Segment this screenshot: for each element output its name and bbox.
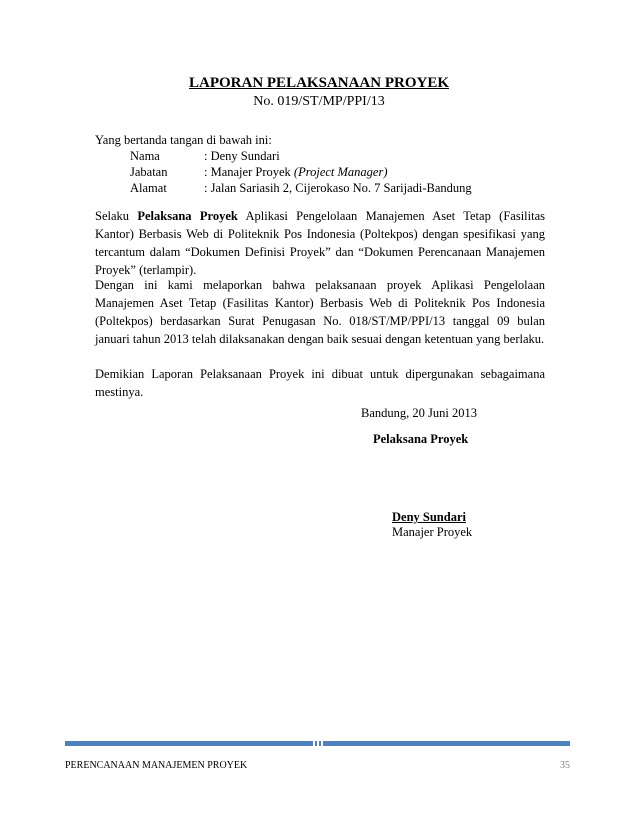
signer-name: Deny Sundari — [392, 510, 466, 524]
field-label-alamat: Alamat — [130, 181, 167, 195]
field-label-nama: Nama — [130, 149, 160, 163]
field-value-alamat: : Jalan Sariasih 2, Cijerokaso No. 7 Sarijadi-Bandung — [204, 181, 472, 195]
pelaksana-proyek-bold: Pelaksana Proyek — [137, 209, 238, 223]
paragraph-selaku: Selaku Pelaksana Proyek Aplikasi Pengelolaan Manajemen Aset Tetap (Fasilitas Kantor) Berbasis Web di Politeknik Pos Indonesia (Poltekpos) dengan spesifikasi yang tercantum dalam “Dokumen Definisi Proyek” dan “Dokumen Perencanaan Manajemen Proyek” (terlampir). — [95, 209, 545, 277]
paragraph-laporan: Dengan ini kami melaporkan bahwa pelaksanaan proyek Aplikasi Pengelolaan Manajemen Aset Tetap (Fasilitas Kantor) Berbasis Web di Politeknik Pos Indonesia (Poltekpos) berdasarkan Surat Penugasan No. 018/ST/MP/PPI/13 tanggal 09 bulan januari tahun 2013 telah dilaksanakan dengan baik sesuai dengan ketentuan yang berlaku. — [95, 278, 545, 346]
footer-divider-mark — [311, 741, 325, 746]
field-label-jabatan: Jabatan — [130, 165, 168, 179]
intro-text: Yang bertanda tangan di bawah ini: — [95, 133, 272, 147]
document-number: No. 019/ST/MP/PPI/13 — [253, 94, 385, 109]
paragraph-demikian: Demikian Laporan Pelaksanaan Proyek ini dibuat untuk dipergunakan sebagaimana mestinya. — [95, 367, 545, 399]
signer-title: Manajer Proyek — [392, 525, 473, 539]
field-value-jabatan: : Manajer Proyek (Project Manager) — [204, 165, 388, 179]
field-value-nama: : Deny Sundari — [204, 149, 280, 163]
page-number: 35 — [560, 760, 570, 771]
field-value-jabatan-english: (Project Manager) — [293, 165, 388, 179]
place-date: Bandung, 20 Juni 2013 — [361, 406, 477, 420]
document-title: LAPORAN PELAKSANAAN PROYEK — [188, 75, 449, 91]
footer-label: PERENCANAAN MANAJEMEN PROYEK — [65, 760, 248, 771]
signer-role: Pelaksana Proyek — [373, 432, 469, 446]
